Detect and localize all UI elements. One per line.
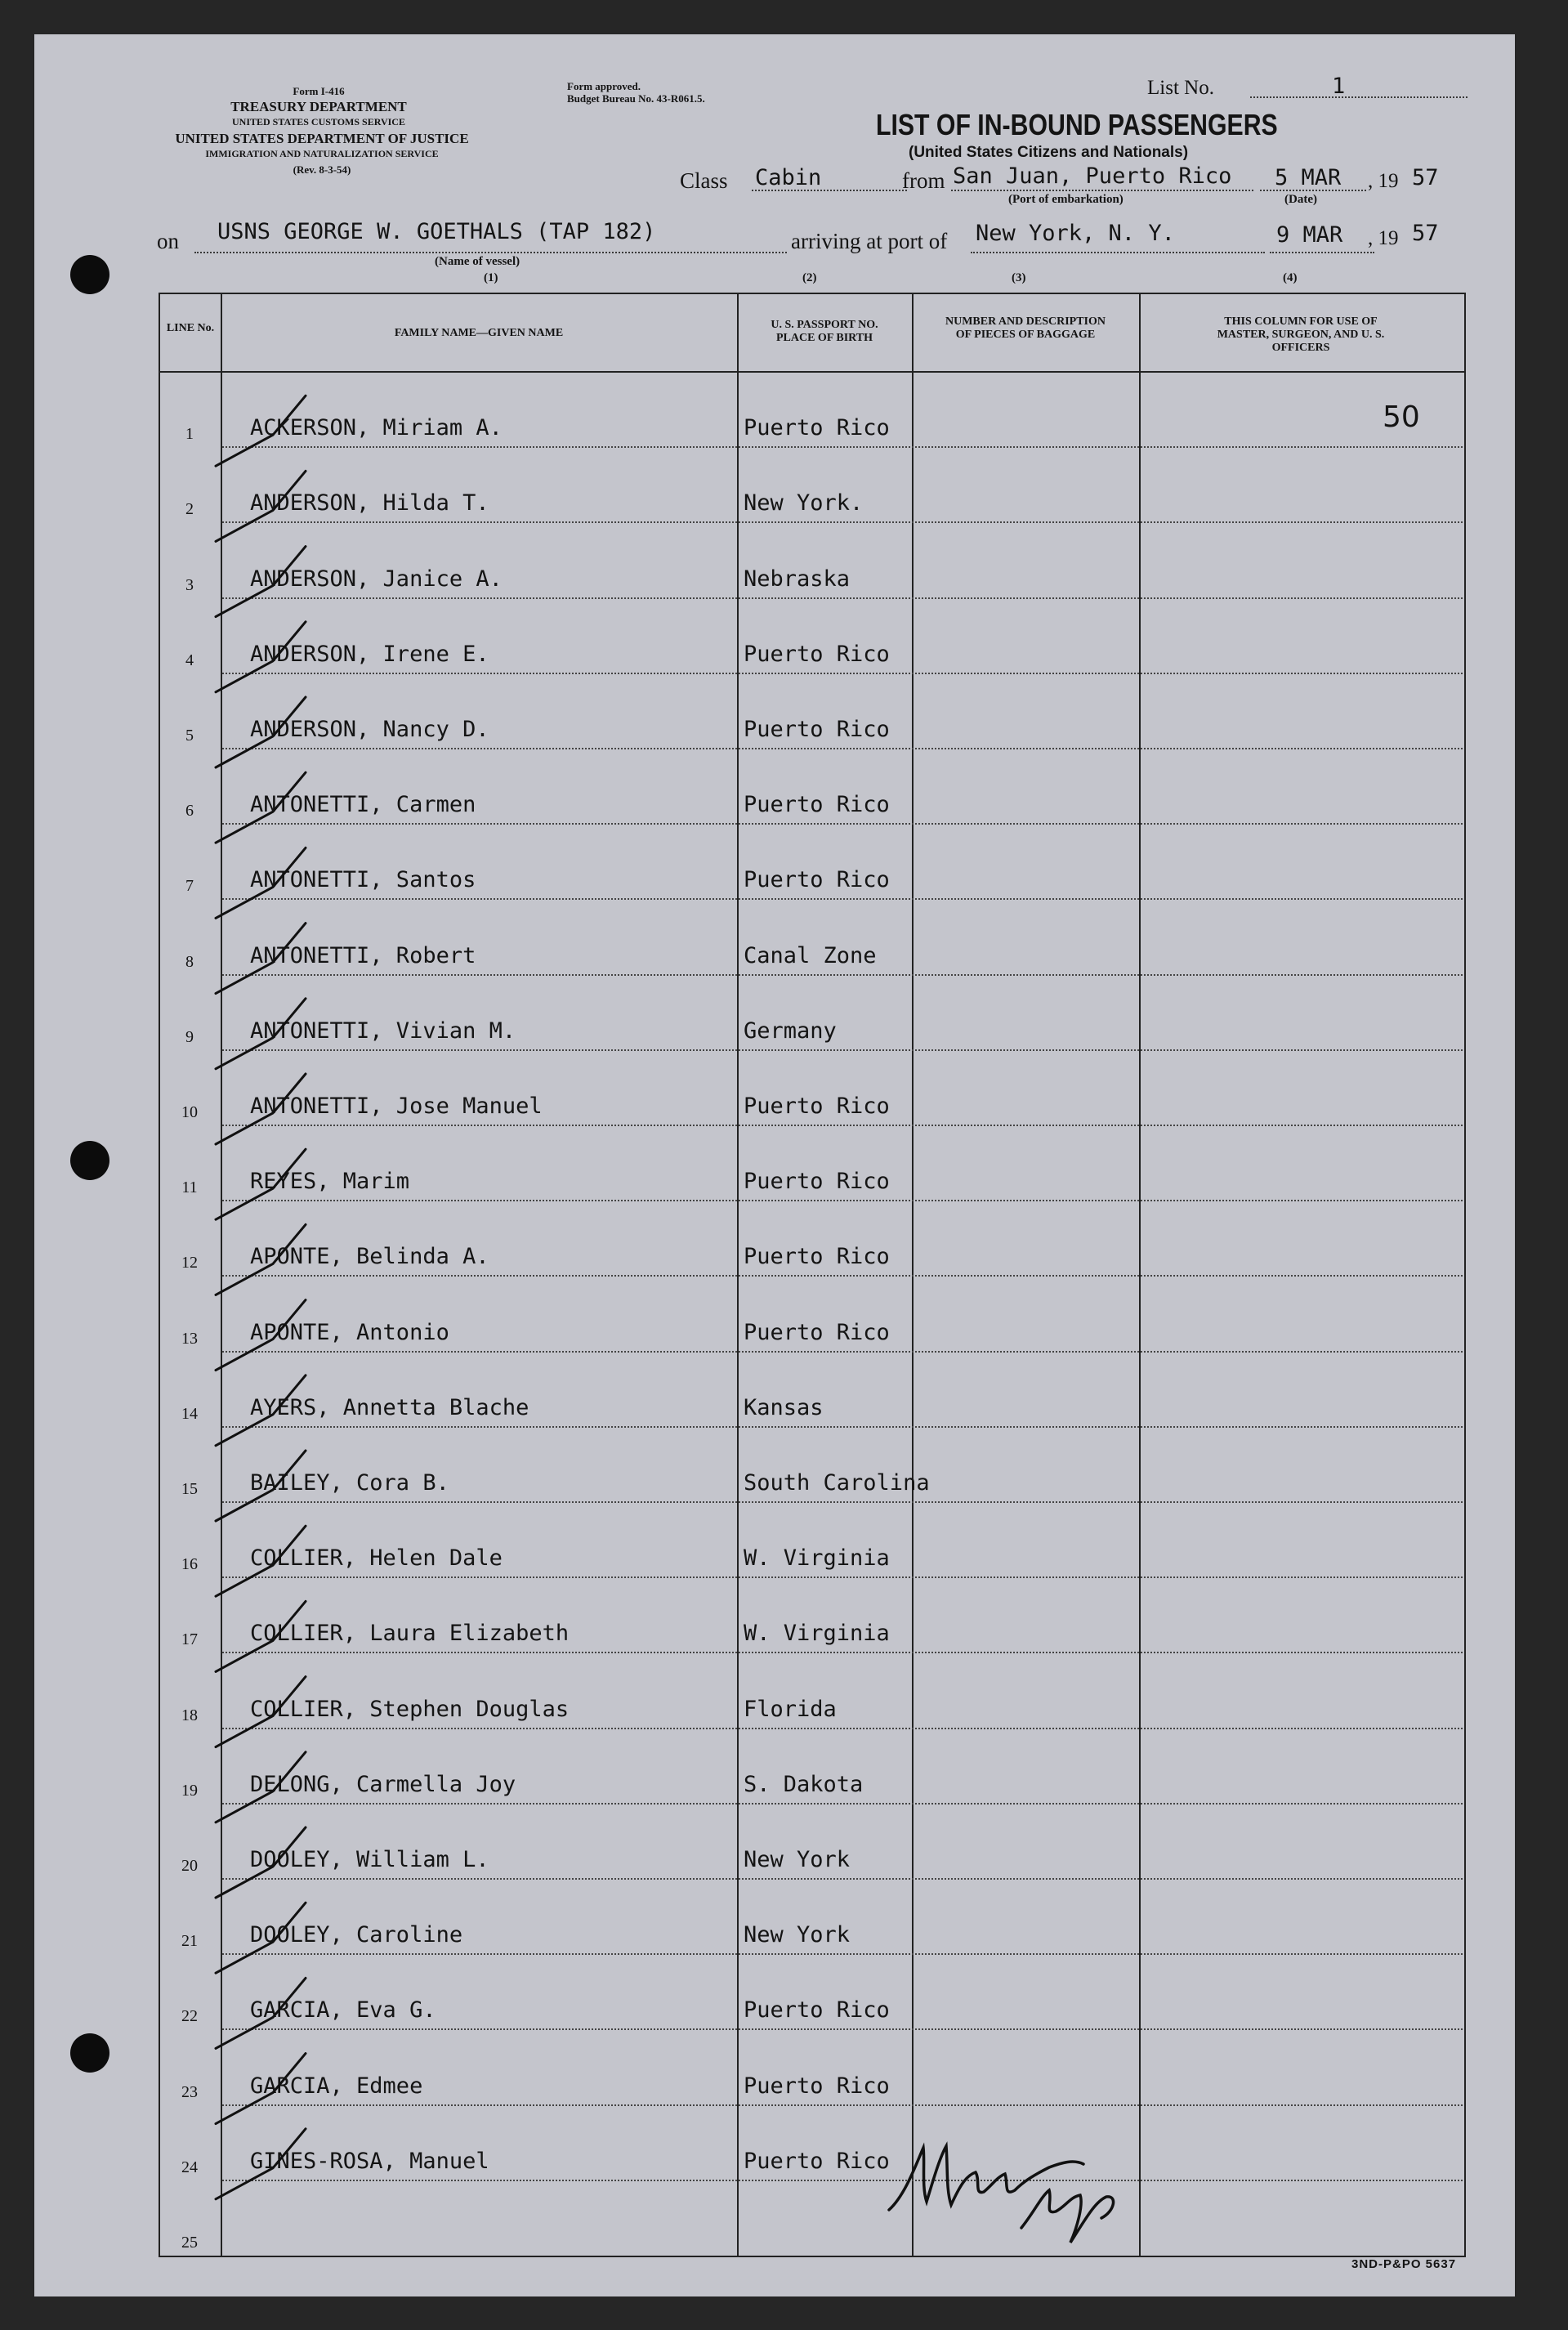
line-number: 1 — [185, 425, 194, 444]
place-of-birth: Puerto Rico — [744, 1169, 890, 1195]
check-mark — [216, 1224, 306, 1295]
place-of-birth: South Carolina — [744, 1470, 930, 1496]
print-code: 3ND-P&PO 5637 — [1351, 2257, 1457, 2271]
from-value: San Juan, Puerto Rico — [953, 163, 1232, 189]
line-number: 4 — [185, 651, 194, 669]
header-passport: U. S. PASSPORT NO. PLACE OF BIRTH — [771, 319, 878, 344]
line-number: 5 — [185, 727, 194, 745]
place-of-birth: Puerto Rico — [744, 1244, 890, 1270]
line-number: 20 — [181, 1857, 198, 1875]
place-of-birth: W. Virginia — [744, 1621, 890, 1647]
col-num-2: (2) — [802, 271, 817, 284]
port-caption: (Port of embarkation) — [1008, 193, 1124, 206]
passenger-name: COLLIER, Helen Dale — [250, 1545, 503, 1572]
line-number: 2 — [185, 500, 194, 519]
col-num-4: (4) — [1283, 271, 1298, 284]
line-number: 19 — [181, 1781, 198, 1800]
passenger-name: ANTONETTI, Santos — [250, 867, 476, 893]
check-mark — [216, 697, 306, 767]
passenger-name: APONTE, Antonio — [250, 1319, 449, 1345]
check-mark — [216, 847, 306, 918]
line-number: 3 — [185, 575, 194, 594]
line-number: 12 — [181, 1254, 198, 1272]
justice-dept: UNITED STATES DEPARTMENT OF JUSTICE — [175, 131, 469, 146]
treasury-dept: TREASURY DEPARTMENT — [230, 99, 407, 114]
check-mark — [216, 2129, 306, 2199]
list-no-label: List No. — [1147, 77, 1214, 99]
form-approved-text: Form approved. — [567, 80, 641, 92]
passenger-name: ACKERSON, Miriam A. — [250, 415, 503, 441]
header-line-no: LINE No. — [166, 322, 215, 334]
line-number: 16 — [181, 1555, 198, 1574]
check-mark — [216, 1451, 306, 1521]
class-label: Class — [680, 168, 728, 193]
departure-date: 5 MAR — [1275, 165, 1342, 190]
passenger-name: ANDERSON, Nancy D. — [250, 717, 489, 742]
list-no-value: 1 — [1332, 74, 1346, 99]
passenger-name: DOOLEY, William L. — [250, 1847, 489, 1872]
check-mark — [216, 1074, 306, 1144]
arrival-port: New York, N. Y. — [976, 221, 1175, 246]
passenger-name: ANTONETTI, Carmen — [250, 792, 476, 818]
passenger-name: DELONG, Carmella Joy — [250, 1771, 516, 1797]
passenger-name: GARCIA, Eva G. — [250, 1997, 436, 2024]
passenger-name: ANTONETTI, Vivian M. — [250, 1017, 516, 1044]
place-of-birth: Puerto Rico — [744, 867, 890, 893]
line-number: 10 — [181, 1103, 198, 1121]
place-of-birth: New York — [744, 1922, 851, 1948]
date-caption: (Date) — [1284, 193, 1317, 206]
ins-service: IMMIGRATION AND NATURALIZATION SERVICE — [205, 148, 439, 159]
check-mark — [216, 1903, 306, 1973]
col-num-3: (3) — [1012, 271, 1026, 284]
line-number: 7 — [185, 877, 194, 896]
line-number: 13 — [181, 1329, 198, 1348]
place-of-birth: Puerto Rico — [744, 717, 890, 742]
passenger-name: ANDERSON, Irene E. — [250, 641, 489, 667]
check-mark — [216, 999, 306, 1069]
departure-year: 57 — [1412, 165, 1439, 190]
place-of-birth: Puerto Rico — [744, 2073, 890, 2099]
place-of-birth: Puerto Rico — [744, 792, 890, 818]
arrival-date: 9 MAR — [1276, 222, 1343, 248]
place-of-birth: Puerto Rico — [744, 2148, 890, 2174]
place-of-birth: W. Virginia — [744, 1545, 890, 1572]
check-mark — [216, 1677, 306, 1747]
line-number: 15 — [181, 1480, 198, 1498]
page-subtitle: (United States Citizens and Nationals) — [909, 144, 1189, 161]
passenger-name: COLLIER, Stephen Douglas — [250, 1696, 570, 1722]
place-of-birth: Puerto Rico — [744, 415, 890, 441]
check-marks-layer — [34, 34, 1515, 2296]
line-number: 6 — [185, 802, 194, 821]
line-number: 8 — [185, 952, 194, 971]
line-number: 9 — [185, 1027, 194, 1046]
form-revision: (Rev. 8-3-54) — [293, 163, 351, 176]
arrival-year: 57 — [1412, 221, 1439, 246]
document-page — [34, 34, 1515, 2296]
place-of-birth: Kansas — [744, 1394, 824, 1420]
passenger-name: BAILEY, Cora B. — [250, 1470, 449, 1496]
officer-note: 50 — [1383, 400, 1420, 434]
page-title: LIST OF IN-BOUND PASSENGERS — [876, 108, 1278, 141]
check-mark — [216, 924, 306, 994]
check-mark — [216, 772, 306, 843]
check-mark — [216, 1601, 306, 1671]
passenger-name: COLLIER, Laura Elizabeth — [250, 1621, 570, 1647]
check-mark — [216, 547, 306, 617]
header-name: FAMILY NAME—GIVEN NAME — [394, 327, 564, 339]
header-officers: THIS COLUMN FOR USE OF MASTER, SURGEON, AND U. S. OFFICERS — [1217, 315, 1385, 354]
line-number: 25 — [181, 2234, 198, 2252]
passenger-name: ANDERSON, Hilda T. — [250, 490, 489, 517]
place-of-birth: Germany — [744, 1017, 837, 1044]
check-mark — [216, 1375, 306, 1446]
class-value: Cabin — [755, 165, 822, 190]
signature — [881, 2105, 1126, 2252]
check-mark — [216, 1978, 306, 2048]
header-baggage: NUMBER AND DESCRIPTION OF PIECES OF BAGGAGE — [945, 315, 1106, 341]
place-of-birth: Puerto Rico — [744, 1093, 890, 1119]
place-of-birth: S. Dakota — [744, 1771, 864, 1797]
from-label: from — [902, 168, 945, 193]
col-num-1: (1) — [484, 271, 498, 284]
place-of-birth: New York. — [744, 490, 864, 517]
line-number: 24 — [181, 2158, 198, 2176]
passenger-name: ANDERSON, Janice A. — [250, 566, 503, 592]
check-mark — [216, 622, 306, 692]
place-of-birth: Puerto Rico — [744, 1997, 890, 2024]
check-mark — [216, 1300, 306, 1371]
line-number: 18 — [181, 1706, 198, 1724]
budget-bureau-text: Budget Bureau No. 43-R061.5. — [567, 92, 705, 105]
place-of-birth: Canal Zone — [744, 942, 877, 968]
check-mark — [216, 396, 306, 466]
line-number: 14 — [181, 1404, 198, 1423]
check-mark — [216, 471, 306, 541]
check-mark — [216, 1752, 306, 1822]
check-mark — [216, 1526, 306, 1596]
check-mark — [216, 2054, 306, 2124]
departure-year-prefix: , 19 — [1368, 170, 1399, 192]
passenger-name: GARCIA, Edmee — [250, 2073, 423, 2099]
vessel-caption: (Name of vessel) — [435, 255, 520, 268]
place-of-birth: Puerto Rico — [744, 641, 890, 667]
customs-service: UNITED STATES CUSTOMS SERVICE — [232, 116, 405, 127]
arriving-label: arriving at port of — [788, 229, 950, 254]
passenger-name: APONTE, Belinda A. — [250, 1244, 489, 1270]
check-mark — [216, 1827, 306, 1898]
passenger-name: DOOLEY, Caroline — [250, 1922, 463, 1948]
passenger-name: ANTONETTI, Jose Manuel — [250, 1093, 543, 1119]
place-of-birth: Nebraska — [744, 566, 851, 592]
line-number: 17 — [181, 1630, 198, 1649]
form-number: Form I-416 — [293, 85, 345, 97]
place-of-birth: Florida — [744, 1696, 837, 1722]
passenger-name: REYES, Marim — [250, 1169, 410, 1195]
place-of-birth: New York — [744, 1847, 851, 1872]
check-mark — [216, 1149, 306, 1219]
vessel-name: USNS GEORGE W. GOETHALS (TAP 182) — [217, 219, 656, 244]
on-label: on — [157, 229, 179, 253]
passenger-name: GINES-ROSA, Manuel — [250, 2148, 489, 2174]
line-number: 22 — [181, 2007, 198, 2026]
passenger-name: AYERS, Annetta Blache — [250, 1394, 529, 1420]
line-number: 23 — [181, 2082, 198, 2101]
line-number: 21 — [181, 1932, 198, 1951]
arrival-year-prefix: , 19 — [1368, 227, 1399, 249]
passenger-name: ANTONETTI, Robert — [250, 942, 476, 968]
line-number: 11 — [181, 1178, 198, 1197]
place-of-birth: Puerto Rico — [744, 1319, 890, 1345]
